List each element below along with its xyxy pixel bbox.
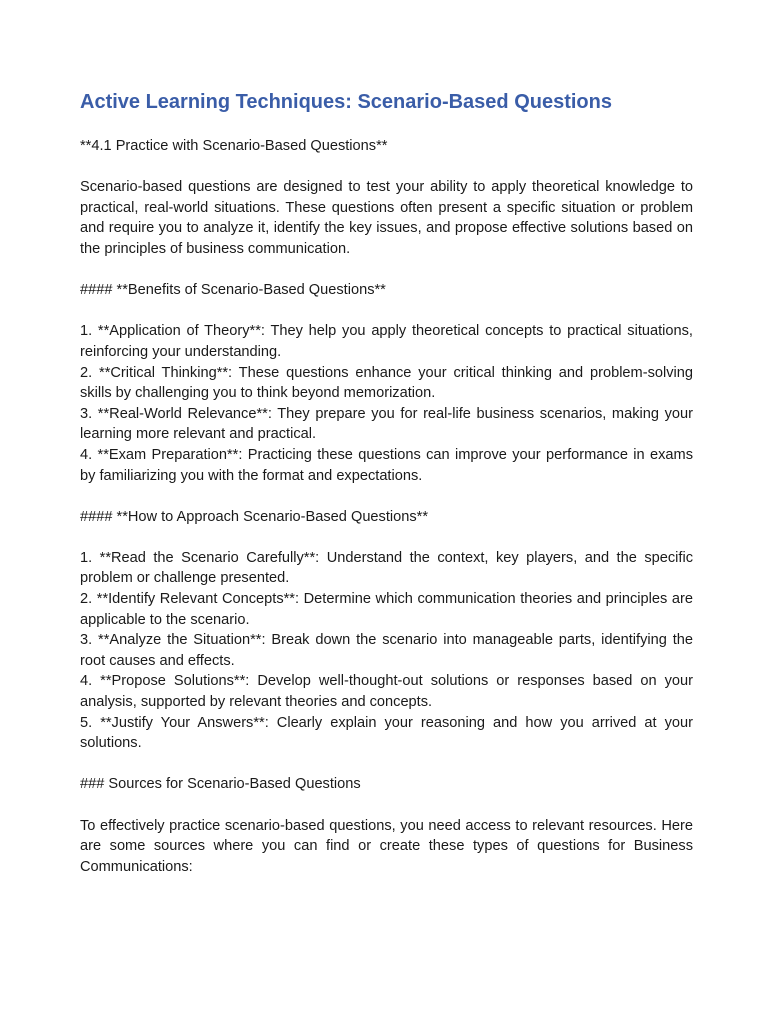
intro-paragraph: Scenario-based questions are designed to test your ability to apply theoretical knowledge to practical, real-world situations. These questions often present a specific situation or problem and require you to analyze it, identify the key issues, and propose effective solutions based on the principles of business communication.: [80, 179, 693, 257]
list-item: 4. **Exam Preparation**: Practicing these questions can improve your performance in exams by familiarizing you with the format and expectations.: [80, 446, 693, 484]
document-title: Active Learning Techniques: Scenario-Based Questions: [80, 91, 612, 113]
list-item: 1. **Read the Scenario Carefully**: Understand the context, key players, and the specific problem or challenge presented.: [80, 549, 693, 587]
list-item: 5. **Justify Your Answers**: Clearly explain your reasoning and how you arrived at your solutions.: [80, 714, 693, 752]
approach-list: [80, 548, 693, 754]
approach-heading: #### **How to Approach Scenario-Based Questions**: [80, 508, 429, 525]
section-heading: **4.1 Practice with Scenario-Based Questions**: [80, 138, 388, 154]
benefits-heading: #### **Benefits of Scenario-Based Questions**: [80, 282, 386, 299]
list-item: 3. **Real-World Relevance**: They prepare you for real-life business scenarios, making your learning more relevant and practical.: [80, 405, 693, 443]
sources-heading: ### Sources for Scenario-Based Questions: [80, 776, 361, 793]
list-item: 1. **Application of Theory**: They help you apply theoretical concepts to practical situations, reinforcing your understanding.: [80, 323, 693, 360]
list-item: 4. **Propose Solutions**: Develop well-thought-out solutions or responses based on your analysis, supported by relevant theories and concepts.: [80, 673, 693, 711]
list-item: 3. **Analyze the Situation**: Break down the scenario into manageable parts, identifying the root causes and effects.: [80, 632, 693, 669]
document-page: [80, 88, 693, 898]
sources-intro-paragraph: To effectively practice scenario-based questions, you need access to relevant resources. Here are some sources where you can find or create these types of questions for Business Communications:: [80, 817, 693, 875]
list-item: 2. **Identify Relevant Concepts**: Determine which communication theories and principles are applicable to the scenario.: [80, 591, 693, 628]
list-item: 2. **Critical Thinking**: These questions enhance your critical thinking and problem-solving skills by challenging you to think beyond memorization.: [80, 364, 693, 402]
benefits-list: [80, 321, 693, 486]
